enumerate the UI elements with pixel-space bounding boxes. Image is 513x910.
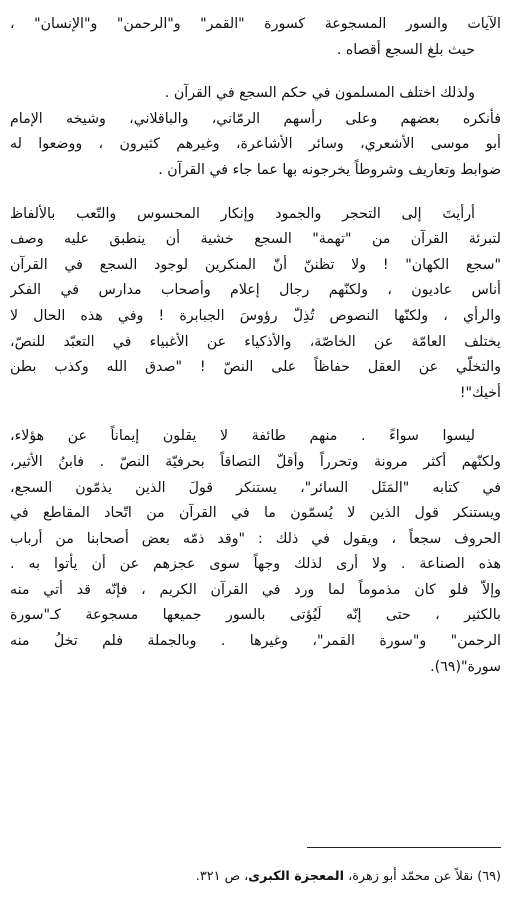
text-line: لتبرئة القرآن من "تهمة" السجع خشية أن ينطبق عليه وصف: [10, 231, 501, 248]
footnote-page-ref: ، ص ٣٢١.: [195, 869, 249, 884]
text-line: ويستنكر قول الذين لا يُسمّون ما في القرآن من اتّحاد المقاطع في: [10, 505, 501, 522]
text-line: حيث بلغ السجع أقصاه .: [336, 41, 475, 58]
footnote-text: نقلاً عن محمّد أبو زهرة،: [348, 869, 474, 884]
text-line: ولذلك اختلف المسلمون في حكم السجع في القرآن .: [164, 85, 475, 102]
text-line: ضوابط وتعاريف وشروطاً يخرجونه بها عما جاء في القرآن .: [158, 161, 501, 178]
text-line: الآيات والسور المسجوعة كسورة "القمر" و"الرحمن" و"الإنسان" ،: [10, 16, 501, 32]
paragraph-gap: [10, 184, 501, 202]
text-line: أبو موسى الأشعري، وسائر الأشاعرة، وغيرهم كثيرون ، ووضعوا له: [10, 136, 501, 153]
text-line: هذه الصناعة . ولا أرى لذلك وجهاً سوى عجزهم عن أن يأتوا به .: [10, 556, 501, 573]
text-line: وإلاّ فلو كان مذموماً لما ورد في القرآن الكريم ، فإنّه قد أتي منه: [10, 581, 501, 598]
text-line: سورة"(٦٩).: [430, 658, 501, 675]
text-line: "سجع الكهان" ! ولا تظننّ أنّ المنكرين لوجود السجع في القرآن: [10, 256, 501, 273]
text-line: والرأي ، ولكنّها النصوص تُذِلّ رؤوسَ الجبابرة ! وفي هذه الحال لا: [10, 307, 501, 324]
text-line: يختلف العامّة عن الخاصّة، والأذكياء عن الأغبياء في التعبّد للنصّ،: [10, 333, 501, 350]
footnote: [196, 868, 501, 886]
text-line: أخيك"!: [459, 384, 501, 401]
paragraph-1: [10, 12, 501, 63]
text-line: ولكنّهم أكثر مرونة وتحرراً وأقلّ التصاقاً بحرفيّة النصّ . فابنُ الأثير،: [10, 453, 501, 470]
text-line: فأنكره بعضهم وعلى رأسهم الرمّاني، والباقلاني، وشيخه الإمام: [10, 110, 501, 127]
footnote-book-title: المعجزة الكبرى: [248, 869, 344, 884]
paragraph-gap: [10, 406, 501, 424]
text-line: الحروف سجعاً ، ويقول في ذلك : "وقد ذمّه بعض أصحابنا من أرباب: [10, 530, 501, 547]
text-line: الرحمن" و"سورة القمر"، وغيرها . وبالجملة فلم تخلُ منه: [10, 633, 501, 650]
footnote-number: (٦٩): [477, 869, 501, 884]
footnote-divider: [307, 847, 501, 848]
paragraph-4: [10, 424, 501, 680]
text-line: بالكثير ، حتى إنّه لَيُؤتى بالسور جميعها مسجوعة كـ"سورة: [10, 607, 501, 624]
text-line: أناس عاديون ، ولكنّهم رجال إعلام وأصحاب مدارس في الفكر: [10, 282, 501, 299]
book-page: [10, 12, 501, 910]
text-line: والتخلّي عن العقل حفاظاً على النصّ ! "صدق الله وكذب بطن: [10, 359, 501, 376]
paragraph-gap: [10, 63, 501, 81]
text-line: أرأيتَ إلى التحجر والجمود وإنكار المحسوس والتّعب بالألفاظ: [10, 205, 475, 222]
paragraph-3: [10, 202, 501, 407]
text-line: في كتابه "المَثَل السائر"، يستنكر قولَ الذين يذمّون السجع،: [10, 479, 501, 496]
paragraph-2: [10, 81, 501, 183]
text-line: ليسوا سواءً . منهم طائفة لا يقلون إيماناً عن هؤلاء،: [10, 428, 475, 445]
